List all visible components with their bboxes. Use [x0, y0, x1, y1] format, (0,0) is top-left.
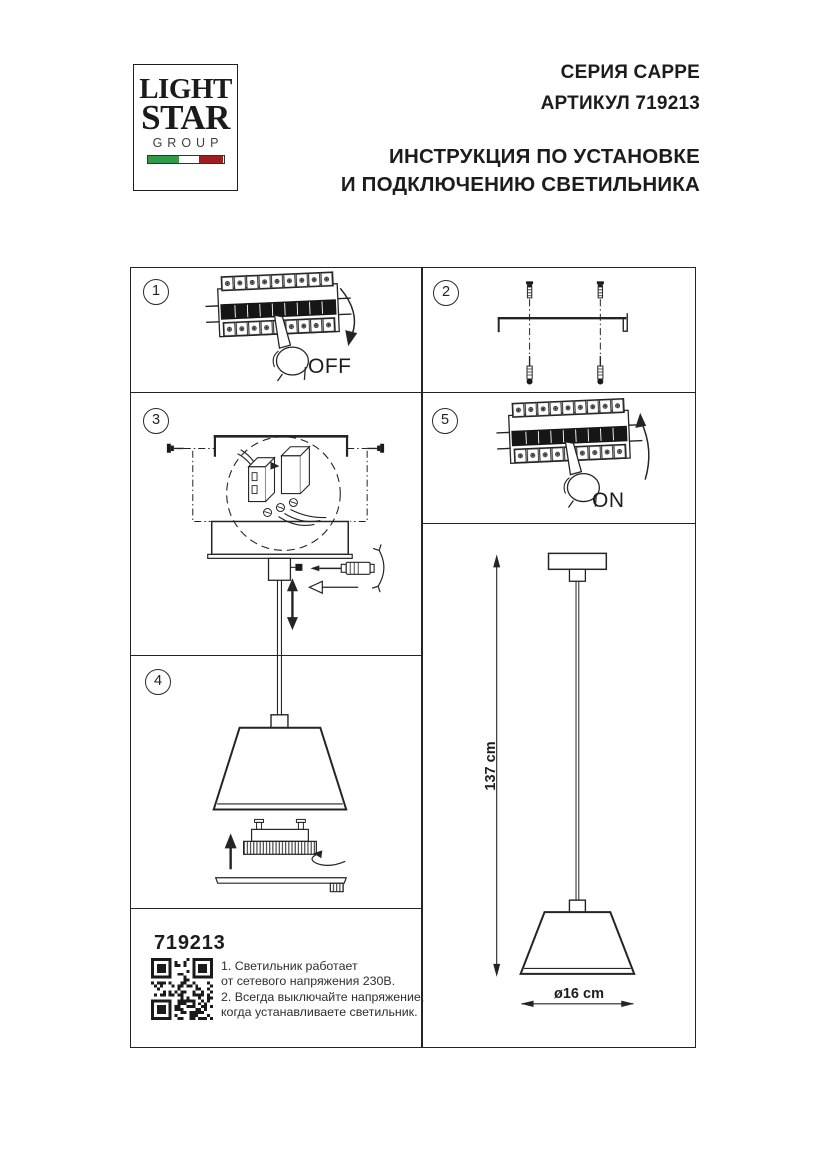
pendant-lamp-art — [493, 553, 634, 1007]
brand-logo — [133, 64, 238, 191]
up-down-arrow-icon — [287, 578, 298, 630]
step-4-art — [214, 655, 347, 892]
italian-flag-icon — [147, 155, 225, 164]
note-line: 1. Светильник работает — [221, 959, 358, 973]
step-3-art — [167, 436, 384, 655]
step-1-badge: 1 — [143, 279, 169, 305]
article-number: 719213 — [154, 932, 226, 954]
step-2-art — [498, 281, 628, 384]
product-title — [541, 57, 700, 119]
instruction-grid — [130, 267, 696, 1048]
off-label: OFF — [308, 355, 352, 378]
step-2-badge: 2 — [433, 280, 459, 306]
logo-light-text: LIGHT — [139, 73, 232, 105]
diameter-dimension-label: ø16 cm — [554, 986, 604, 1002]
qr-code — [151, 958, 213, 1020]
rotate-arrow-icon — [378, 550, 384, 586]
note-line: от сетевого напряжения 230В. — [221, 974, 396, 989]
step-5-art — [495, 398, 649, 508]
diagram-art — [131, 268, 695, 1047]
safety-notes — [221, 959, 426, 1021]
instruction-title: ИНСТРУКЦИЯ ПО УСТАНОВКЕ И ПОДКЛЮЧЕНИЮ СВЕТИЛЬНИКА — [340, 145, 700, 196]
height-dimension-label: 137 cm — [483, 741, 499, 791]
logo-star-text: STAR — [141, 98, 230, 137]
article-title: АРТИКУЛ 719213 — [540, 93, 700, 114]
on-label: ON — [592, 489, 625, 512]
up-arrow-icon — [225, 833, 237, 869]
step-5-badge: 5 — [432, 408, 458, 434]
arrow-up-icon — [641, 422, 649, 480]
step-3-badge: 3 — [143, 408, 169, 434]
logo-group-text: GROUP — [152, 136, 224, 150]
note-line: когда устанавливаете светильник. — [221, 1005, 418, 1020]
arrow-down-icon — [340, 288, 354, 334]
series-title: СЕРИЯ CAPPE — [560, 62, 700, 83]
step-4-badge: 4 — [145, 669, 171, 695]
note-line: 2. Всегда выключайте напряжение, — [221, 989, 425, 1004]
screwdriver-icon — [310, 562, 374, 574]
